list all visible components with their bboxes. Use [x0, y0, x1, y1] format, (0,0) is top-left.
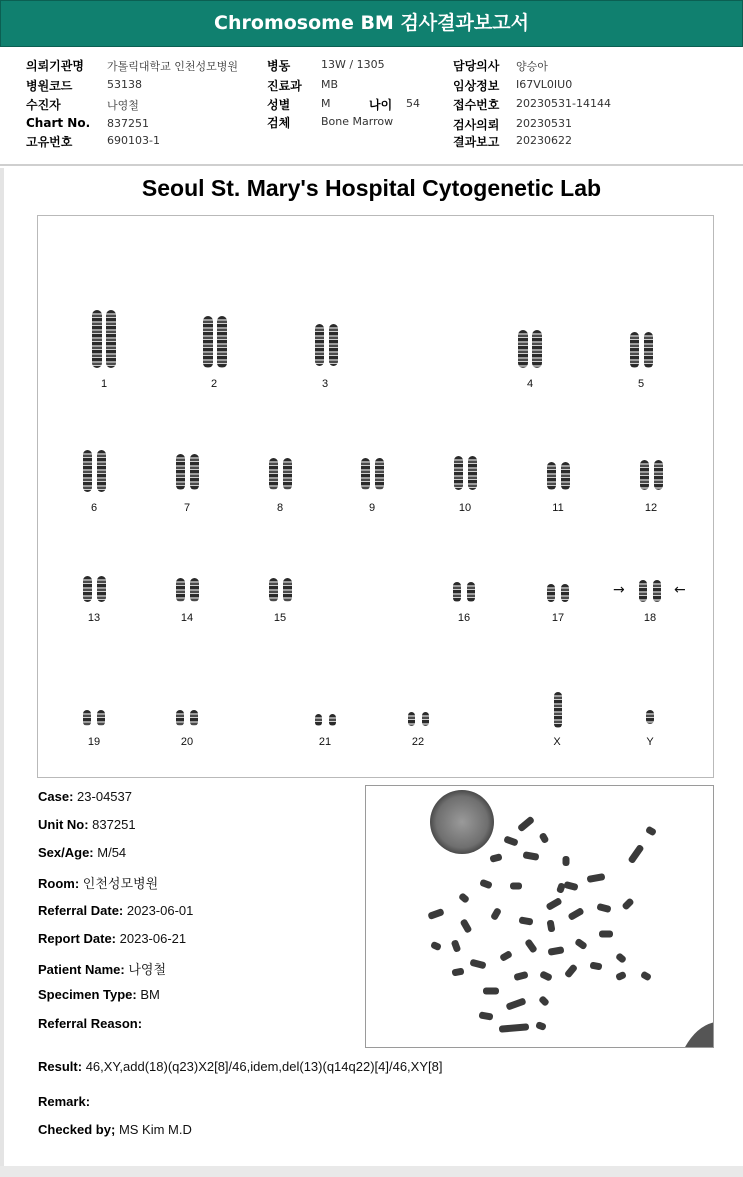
metaphase-chromosome — [430, 941, 442, 952]
chromosome-figure — [561, 584, 569, 602]
chromosome-figure — [190, 454, 199, 490]
chromosome-label: 22 — [411, 736, 425, 748]
specimen-value: Bone Marrow — [321, 115, 394, 128]
request-date-value: 20230531 — [516, 117, 572, 130]
metaphase-chromosome — [503, 835, 519, 846]
info-label: 검체 — [267, 116, 291, 130]
metaphase-chromosome — [596, 903, 611, 913]
info-label: 병원코드 — [26, 79, 73, 93]
metaphase-chromosome — [499, 950, 513, 962]
metaphase-chromosome — [524, 938, 538, 953]
chromosome-figure — [92, 310, 102, 368]
metaphase-spread-image — [365, 785, 714, 1048]
info-label: Chart No. — [26, 116, 91, 130]
metaphase-chromosome — [451, 968, 464, 977]
metaphase-chromosome — [427, 908, 444, 920]
age-value: 54 — [406, 97, 420, 110]
chromosome-figure — [422, 712, 429, 726]
metaphase-chromosome — [535, 1021, 547, 1031]
metaphase-chromosome — [545, 897, 562, 911]
chromosome-figure — [518, 330, 528, 368]
chromosome-figure — [640, 460, 649, 490]
accession-value: 20230531-14144 — [516, 97, 611, 110]
metaphase-chromosome — [563, 881, 578, 891]
left-arrow-icon: ← — [674, 582, 686, 598]
unit-label: Unit No: — [38, 817, 89, 832]
sexage-row — [38, 845, 126, 860]
metaphase-chromosome — [640, 970, 652, 981]
chromosome-label: 8 — [276, 502, 284, 514]
chromosome-figure — [269, 458, 278, 490]
result-label: Result: — [38, 1059, 83, 1074]
institution-value: 가톨릭대학교 인천성모병원 — [107, 60, 239, 73]
checked-row — [38, 1122, 192, 1137]
metaphase-chromosome — [518, 916, 533, 925]
remark-label: Remark: — [38, 1094, 91, 1109]
room-label: Room: — [38, 876, 80, 891]
bottom-strip — [0, 1166, 743, 1177]
case-label: Case: — [38, 789, 74, 804]
specimen-label: Specimen Type: — [38, 987, 137, 1002]
metaphase-chromosome — [627, 844, 644, 864]
referral-date-label: Referral Date: — [38, 903, 124, 918]
chromosome-label: X — [553, 736, 561, 748]
metaphase-chromosome — [589, 962, 602, 971]
nucleus-blob — [430, 790, 494, 854]
lab-title: Seoul St. Mary's Hospital Cytogenetic Lab — [141, 175, 602, 201]
chromosome-figure — [329, 714, 336, 726]
case-value: 23-04537 — [77, 789, 132, 804]
chromosome-label: 15 — [273, 612, 287, 624]
metaphase-chromosome — [564, 963, 578, 978]
metaphase-chromosome — [645, 825, 657, 836]
department-value: MB — [321, 78, 339, 91]
chromosome-figure — [654, 460, 663, 490]
corner-nucleus — [684, 1022, 714, 1048]
metaphase-chromosome — [538, 995, 550, 1007]
metaphase-chromosome — [538, 832, 549, 844]
chromosome-figure — [639, 580, 647, 602]
chromosome-figure — [630, 332, 639, 368]
chromosome-figure — [283, 578, 292, 602]
info-label: 의뢰기관명 — [26, 59, 84, 73]
sexage-value: M/54 — [97, 845, 127, 860]
chromosome-label: 1 — [100, 378, 108, 390]
chromosome-label: 16 — [457, 612, 471, 624]
patient-name-value: 나영철 — [107, 99, 139, 112]
metaphase-chromosome — [539, 970, 553, 981]
chromosome-figure — [106, 310, 116, 368]
result-row — [38, 1059, 442, 1074]
report-date-row — [38, 931, 186, 946]
room-row — [38, 873, 158, 892]
chromosome-figure — [375, 458, 384, 490]
metaphase-chromosome — [505, 997, 526, 1010]
chromosome-label: 12 — [644, 502, 658, 514]
chromosome-label: 6 — [90, 502, 98, 514]
chromosome-label: Y — [646, 736, 654, 748]
chromosome-label: 18 — [643, 612, 657, 624]
chromosome-figure — [97, 450, 106, 492]
metaphase-chromosome — [499, 1023, 529, 1033]
chromosome-figure — [467, 582, 475, 602]
specimen-row — [38, 987, 160, 1002]
referral-date-row — [38, 903, 193, 918]
chromosome-figure — [468, 456, 477, 490]
chromosome-figure — [329, 324, 338, 366]
specimen-type-value: BM — [140, 987, 160, 1002]
report-date-value: 20230622 — [516, 134, 572, 147]
chromosome-figure — [190, 578, 199, 602]
clinical-info-value: I67VL0IU0 — [516, 78, 573, 91]
chromosome-label: 9 — [368, 502, 376, 514]
report-title: Chromosome BM 검사결과보고서 — [214, 12, 529, 34]
referral-date-value: 2023-06-01 — [126, 903, 194, 918]
report-date-label: Report Date: — [38, 931, 117, 946]
chromosome-figure — [408, 712, 415, 726]
chromosome-label: 14 — [180, 612, 194, 624]
metaphase-chromosome — [469, 959, 486, 970]
case-row — [38, 789, 132, 804]
sexage-label: Sex/Age: — [38, 845, 94, 860]
chromosome-figure — [561, 462, 570, 490]
metaphase-chromosome — [615, 971, 627, 982]
chromosome-figure — [83, 576, 92, 602]
metaphase-chromosome — [458, 892, 470, 904]
info-label: 나이 — [369, 98, 393, 112]
metaphase-chromosome — [513, 971, 528, 981]
result-value: 46,XY,add(18)(q23)X2[8]/46,idem,del(13)(q14q22)[4]/46,XY[8] — [85, 1059, 443, 1074]
metaphase-chromosome — [451, 939, 462, 953]
chromosome-figure — [190, 710, 198, 726]
chromosome-label: 2 — [210, 378, 218, 390]
metaphase-chromosome — [563, 856, 570, 866]
chromosome-figure — [176, 710, 184, 726]
metaphase-chromosome — [490, 907, 502, 921]
remark-row — [38, 1094, 90, 1109]
metaphase-chromosome — [483, 988, 499, 995]
info-label: 접수번호 — [453, 98, 500, 112]
metaphase-chromosome — [489, 853, 502, 863]
metaphase-chromosome — [621, 897, 634, 910]
report-date-value: 2023-06-21 — [119, 931, 187, 946]
chromosome-figure — [453, 582, 461, 602]
chromosome-figure — [269, 578, 278, 602]
metaphase-chromosome — [567, 907, 584, 921]
info-label: 검사의뢰 — [453, 118, 500, 132]
metaphase-chromosome — [615, 952, 627, 964]
right-arrow-icon: → — [613, 582, 625, 598]
chromosome-figure — [646, 710, 654, 724]
metaphase-chromosome — [547, 919, 556, 932]
chart-no-value: 837251 — [107, 117, 149, 130]
metaphase-chromosome — [599, 931, 613, 938]
info-label: 결과보고 — [453, 135, 500, 149]
checked-label: Checked by; — [38, 1122, 116, 1137]
chromosome-figure — [97, 576, 106, 602]
chromosome-figure — [644, 332, 653, 368]
metaphase-chromosome — [523, 851, 540, 861]
unit-row — [38, 817, 136, 832]
chromosome-figure — [554, 692, 562, 728]
reason-row — [38, 1016, 142, 1031]
chromosome-figure — [315, 714, 322, 726]
chromosome-figure — [315, 324, 324, 366]
chromosome-figure — [361, 458, 370, 490]
patient-row — [38, 959, 166, 978]
chromosome-figure — [176, 578, 185, 602]
metaphase-chromosome — [479, 879, 493, 890]
chromosome-figure — [97, 710, 105, 726]
metaphase-chromosome — [510, 883, 522, 890]
patient-label: Patient Name: — [38, 962, 125, 977]
chromosome-figure — [653, 580, 661, 602]
ward-value: 13W / 1305 — [321, 58, 385, 71]
chromosome-figure — [454, 456, 463, 490]
chromosome-figure — [532, 330, 542, 368]
reason-label: Referral Reason: — [38, 1016, 143, 1031]
chromosome-label: 4 — [526, 378, 534, 390]
info-label: 고유번호 — [26, 135, 73, 149]
unit-value: 837251 — [92, 817, 136, 832]
metaphase-chromosome — [587, 873, 606, 883]
chromosome-figure — [203, 316, 213, 368]
room-value: 인천성모병원 — [82, 876, 159, 891]
chromosome-label: 10 — [458, 502, 472, 514]
checked-value: MS Kim M.D — [118, 1122, 192, 1137]
chromosome-label: 5 — [637, 378, 645, 390]
chromosome-label: 20 — [180, 736, 194, 748]
info-label: 임상정보 — [453, 79, 500, 93]
chromosome-figure — [283, 458, 292, 490]
chromosome-figure — [547, 462, 556, 490]
info-label: 병동 — [267, 59, 291, 73]
chromosome-label: 17 — [551, 612, 565, 624]
chromosome-figure — [83, 710, 91, 726]
sex-value: M — [321, 97, 331, 110]
info-label: 진료과 — [267, 79, 302, 93]
metaphase-chromosome — [478, 1011, 493, 1020]
info-label: 성별 — [267, 98, 291, 112]
karyogram-panel — [37, 215, 714, 778]
patient-info-panel — [0, 50, 743, 166]
chromosome-figure — [217, 316, 227, 368]
info-label: 수진자 — [26, 98, 61, 112]
chromosome-label: 13 — [87, 612, 101, 624]
metaphase-chromosome — [459, 918, 472, 934]
chromosome-figure — [547, 584, 555, 602]
metaphase-chromosome — [517, 816, 535, 833]
metaphase-chromosome — [574, 938, 588, 951]
chromosome-label: 11 — [552, 502, 564, 514]
chromosome-label: 21 — [318, 736, 332, 748]
patient-value: 나영철 — [128, 962, 167, 977]
chromosome-label: 3 — [321, 378, 329, 390]
chromosome-label: 19 — [87, 736, 101, 748]
info-label: 담당의사 — [453, 59, 500, 73]
unique-no-value: 690103-1 — [107, 134, 160, 147]
chromosome-figure — [83, 450, 92, 492]
chromosome-label: 7 — [183, 502, 191, 514]
chromosome-figure — [176, 454, 185, 490]
physician-value: 양승아 — [516, 60, 548, 73]
metaphase-chromosome — [548, 946, 565, 956]
hospital-code-value: 53138 — [107, 78, 142, 91]
